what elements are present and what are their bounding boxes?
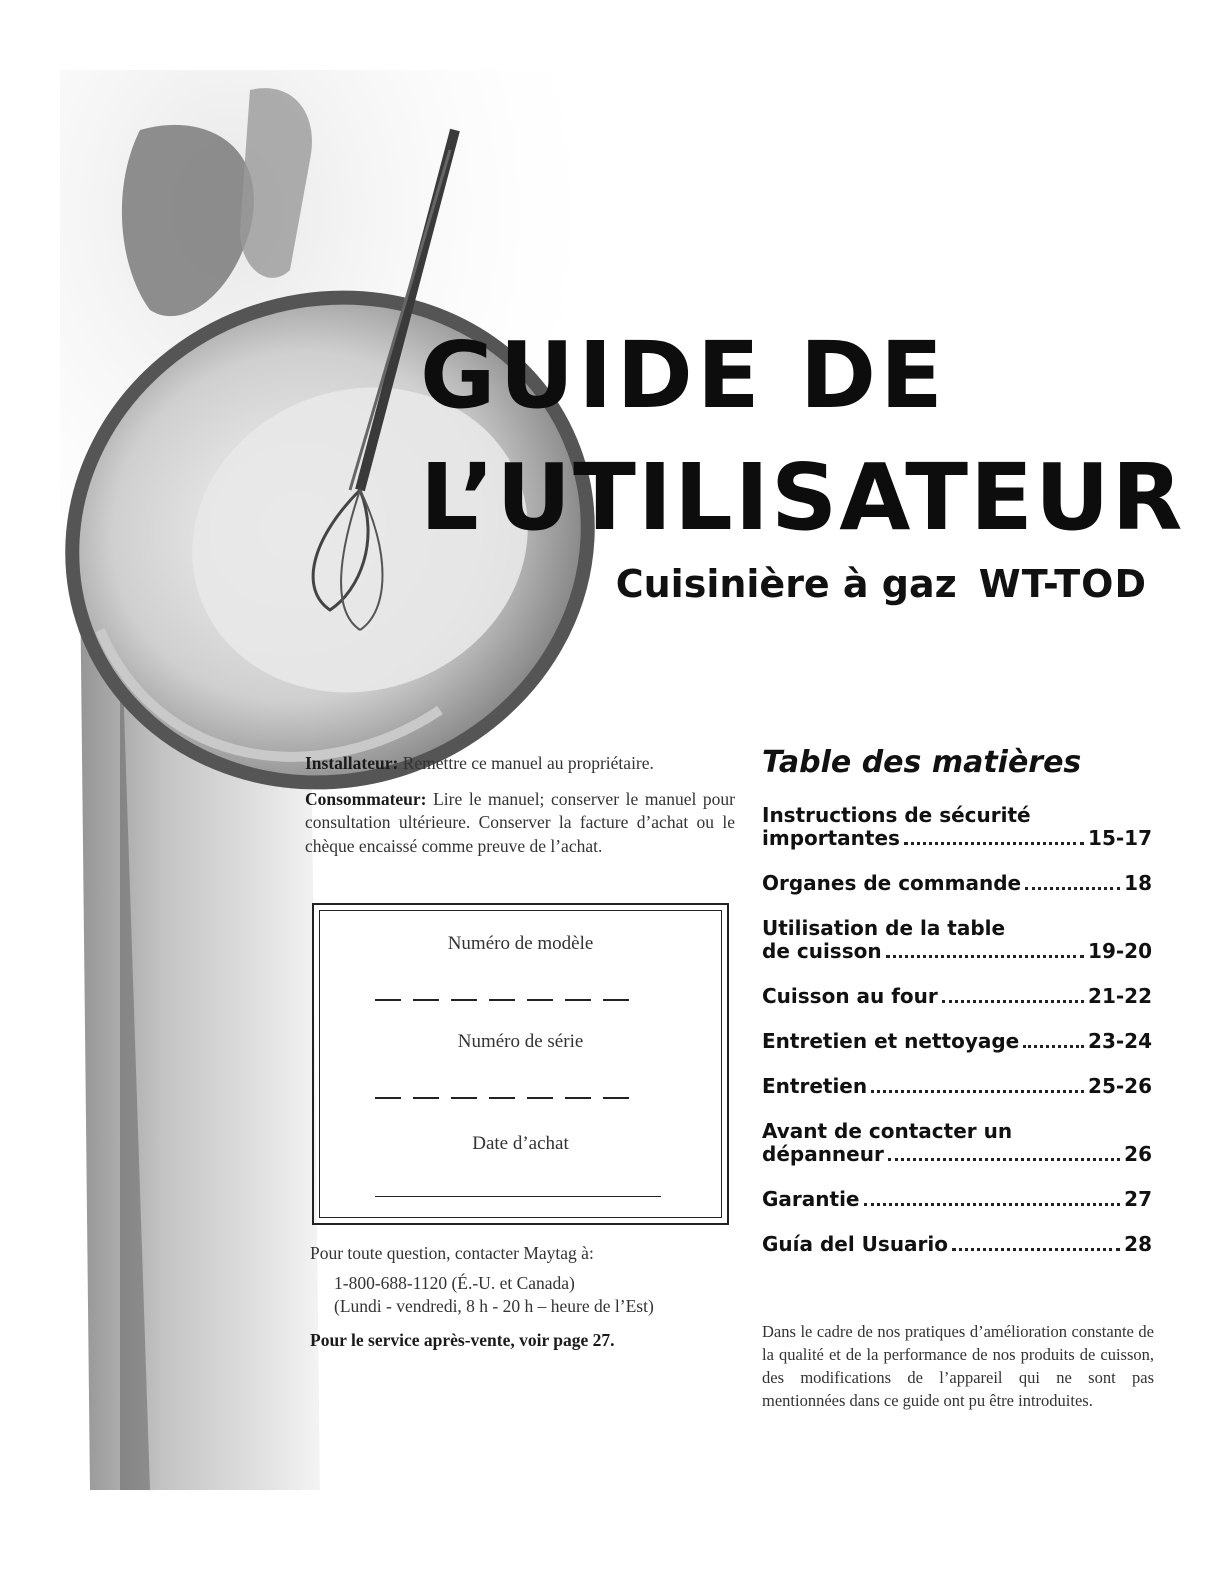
purchase-date-label: Date d’achat [472,1133,569,1154]
toc-item-line1: Avant de contacter un [762,1119,1013,1143]
toc-leader [904,842,1084,845]
toc-item-page: 15-17 [1088,826,1152,850]
toc-item-page: 28 [1124,1232,1152,1256]
toc-leader [864,1203,1121,1206]
toc-item-label: Entretien [762,1074,868,1098]
contact-hours: (Lundi - vendredi, 8 h - 20 h – heure de l’Est) [334,1296,654,1317]
registration-box [312,903,729,1225]
toc-item-label: de cuisson [762,939,882,963]
toc-item-controls[interactable] [762,872,1152,895]
toc-leader [1023,1045,1084,1048]
model-number-field[interactable] [375,999,641,1001]
toc-item-cooktop[interactable] [762,917,1152,963]
toc-item-page: 26 [1124,1142,1152,1166]
consumer-text: Lire le manuel; conserver le manuel pour consultation ultérieure. Conserver la facture d’achat ou le chèque encaissé comme preuve de l’achat. [305,788,735,856]
toc-item-cleaning[interactable] [762,1030,1152,1053]
toc-item-line1: Utilisation de la table [762,916,1006,940]
toc-item-page: 21-22 [1088,984,1152,1008]
toc-item-maintenance[interactable] [762,1075,1152,1098]
table-of-contents [762,745,1152,1278]
title-line-1: GUIDE DE [420,322,947,429]
contact-intro: Pour toute question, contacter Maytag à: [310,1243,594,1263]
toc-leader [952,1248,1120,1251]
toc-item-safety[interactable] [762,804,1152,850]
service-note: Pour le service après-vente, voir page 27. [310,1329,615,1350]
toc-leader [886,955,1084,958]
toc-item-oven[interactable] [762,985,1152,1008]
toc-item-page: 25-26 [1088,1074,1152,1098]
model-name: WT-TOD [978,562,1147,606]
toc-item-label: Organes de commande [762,871,1022,895]
toc-leader [1025,887,1120,890]
toc-item-label: Entretien et nettoyage [762,1029,1020,1053]
contact-phone: 1-800-688-1120 (É.-U. et Canada) [334,1272,575,1293]
model-number-label: Numéro de modèle [447,933,594,954]
installer-paragraph [305,752,735,776]
serial-number-field[interactable] [375,1097,641,1099]
toc-title: Table des matières [762,745,1082,780]
toc-leader [888,1158,1120,1161]
toc-item-label: dépanneur [762,1142,884,1166]
toc-item-label: Guía del Usuario [762,1232,949,1256]
toc-item-page: 19-20 [1088,939,1152,963]
toc-item-page: 27 [1124,1187,1152,1211]
toc-item-page: 18 [1124,871,1152,895]
product-subtitle [616,562,1147,606]
toc-leader [942,1000,1084,1003]
contact-block [310,1242,730,1353]
document-title [420,322,1210,551]
title-line-2: L’UTILISATEUR [420,444,1185,551]
toc-item-troubleshooting[interactable] [762,1120,1152,1166]
disclaimer-note: Dans le cadre de nos pratiques d’amélioration constante de la qualité et de la performance de nos produits de cuisson, des modifications de l’appareil qui ne sont pas mentionnées dans ce guide ont pu être introduites. [762,1322,1154,1411]
toc-item-label: Garantie [762,1187,860,1211]
product-name: Cuisinière à gaz [615,562,957,606]
toc-leader [871,1090,1084,1093]
toc-item-label: Cuisson au four [762,984,938,1008]
toc-item-line1: Instructions de sécurité [762,803,1031,827]
toc-item-page: 23-24 [1088,1029,1152,1053]
consumer-paragraph [305,788,735,859]
registration-box-inner [319,910,722,1218]
instructions-block [305,752,735,871]
consumer-label: Consommateur: [305,788,427,809]
installer-label: Installateur: [305,753,399,773]
serial-number-label: Numéro de série [457,1031,584,1052]
toc-item-warranty[interactable] [762,1188,1152,1211]
purchase-date-field[interactable] [375,1196,661,1197]
toc-item-label: importantes [762,826,900,850]
installer-text: Remettre ce manuel au propriétaire. [398,753,654,773]
toc-item-spanish-guide[interactable] [762,1233,1152,1256]
